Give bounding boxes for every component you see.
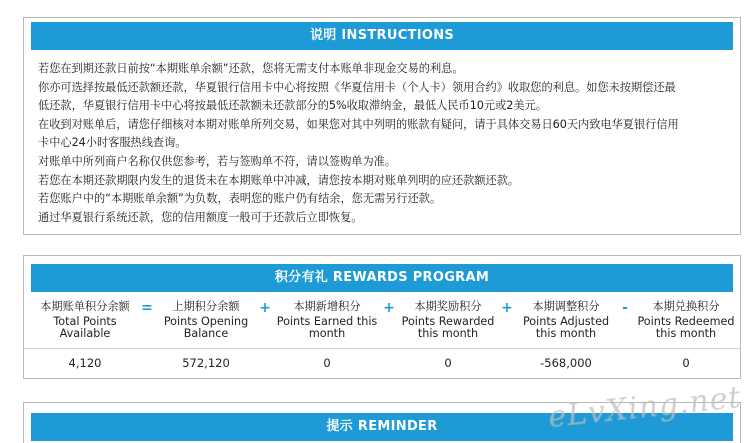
plus-operator: + — [383, 300, 395, 316]
col-points-redeemed: 本期兑换积分 Points Redeemed this month — [637, 300, 735, 340]
value-points-earned: 0 — [323, 356, 331, 370]
instructions-list — [38, 60, 726, 227]
instruction-line: 你亦可选择按最低还款额还款，华夏银行信用卡中心将按照《华夏信用卡（个人卡）领用合约》收取您的利息。如您未按期偿还最 — [38, 80, 676, 94]
rewards-header: 积分有礼 REWARDS PROGRAM — [31, 264, 733, 292]
reminder-header: 提示 REMINDER — [31, 413, 733, 441]
value-points-adjusted: -568,000 — [540, 356, 592, 370]
plus-operator: + — [259, 300, 271, 316]
instructions-header: 说明 INSTRUCTIONS — [31, 22, 733, 50]
instructions-panel — [23, 17, 741, 235]
instruction-line: 在收到对账单后，请您仔细核对本期对账单所列交易，如果您对其中列明的账款有疑问，请于具体交易日60天内致电华夏银行信用 — [38, 117, 679, 131]
plus-operator: + — [501, 300, 513, 316]
col-points-opening: 上期积分余额 Points Opening Balance — [163, 300, 249, 340]
value-points-redeemed: 0 — [682, 356, 690, 370]
col-points-adjusted: 本期调整积分 Points Adjusted this month — [522, 300, 610, 340]
col-points-earned: 本期新增积分 Points Earned this month — [276, 300, 378, 340]
instruction-line: 卡中心24小时客服热线查询。 — [38, 136, 187, 150]
instruction-line: 对账单中所列商户名称仅供您参考，若与签购单不符，请以签购单为准。 — [38, 154, 397, 168]
instruction-line: 低还款，华夏银行信用卡中心将按最低还款额未还款部分的5%收取滞纳金，最低人民币10元或2美元。 — [38, 99, 547, 113]
instruction-line: 若您在到期还款日前按“本期账单余额”还款，您将无需支付本账单非现金交易的利息。 — [38, 62, 464, 75]
instruction-line: 若您在本期还款期限内发生的退货未在本期账单中冲减，请您按本期对账单列明的应还款额还款。 — [38, 173, 520, 187]
rewards-header-row — [24, 301, 740, 349]
instruction-line: 若您账户中的“本期账单余额”为负数，表明您的账户仍有结余，您无需另行还款。 — [38, 192, 442, 206]
rewards-values-row — [24, 356, 740, 376]
value-points-opening: 572,120 — [182, 356, 230, 370]
value-total-points: 4,120 — [68, 356, 102, 370]
rewards-panel — [23, 255, 741, 379]
value-points-rewarded: 0 — [444, 356, 452, 370]
watermark: eLvXing.net — [546, 379, 744, 436]
equals-operator: = — [141, 300, 153, 316]
col-points-rewarded: 本期奖励积分 Points Rewarded this month — [401, 300, 495, 340]
instruction-line: 通过华夏银行系统还款，您的信用额度一般可于还款后立即恢复。 — [38, 210, 363, 224]
col-total-points: 本期账单积分余额 Total Points Available — [40, 300, 130, 340]
minus-operator: - — [622, 300, 628, 316]
